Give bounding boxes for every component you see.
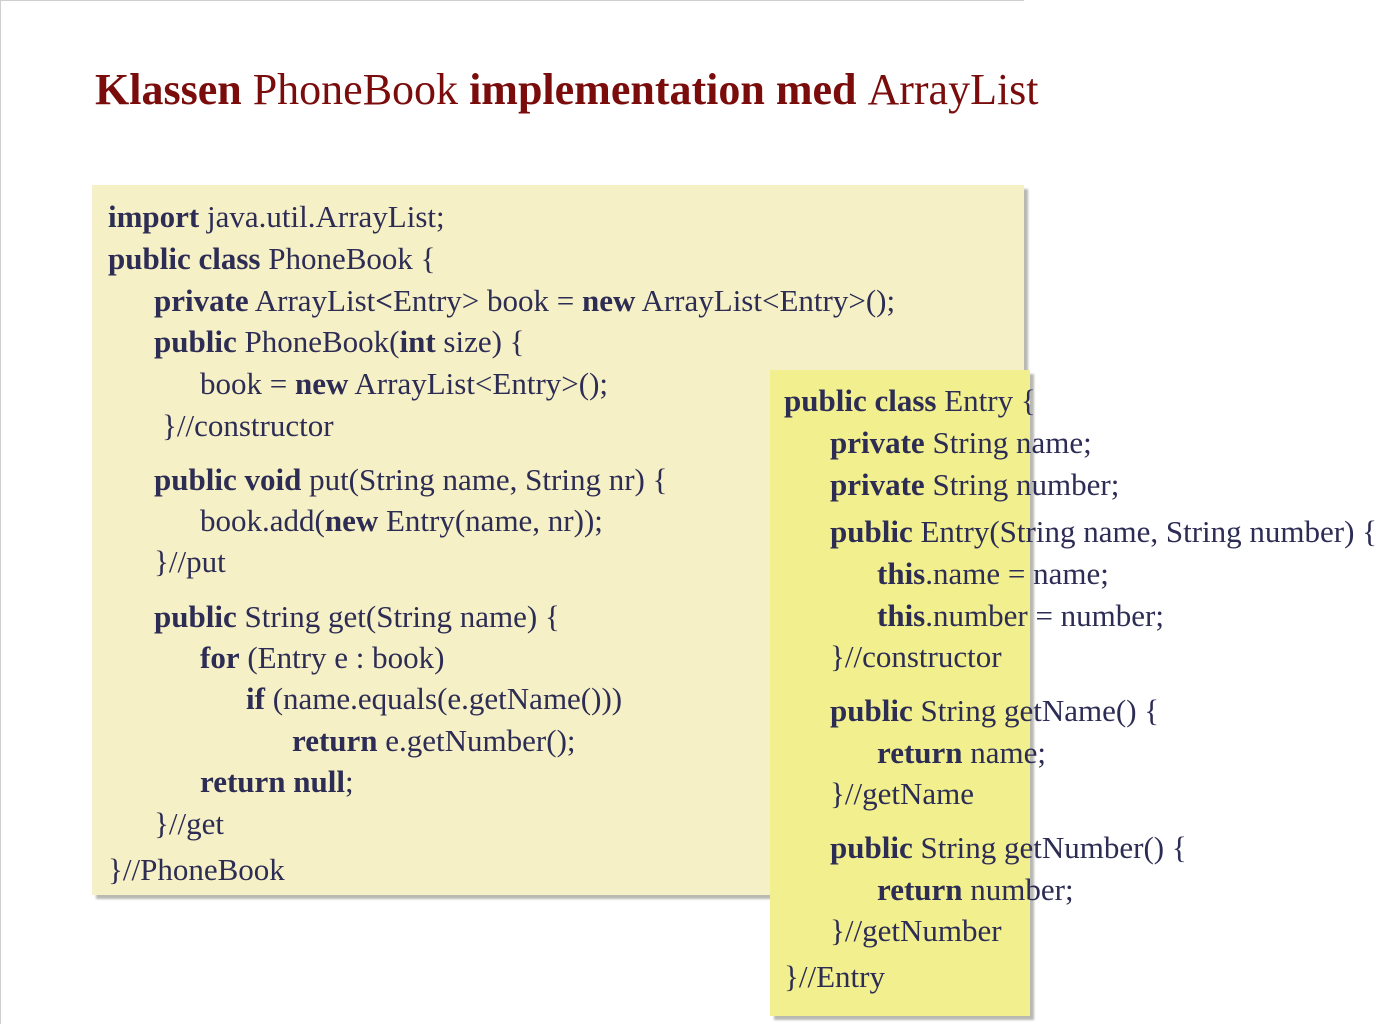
code-text: Entry> book = bbox=[392, 283, 583, 318]
code-text: book = bbox=[200, 366, 295, 401]
slide-title bbox=[95, 64, 1039, 116]
code-keyword: public bbox=[830, 693, 913, 728]
code-keyword: if bbox=[246, 681, 265, 716]
phonebook-code-line bbox=[154, 597, 560, 637]
code-text: (name.equals(e.getName())) bbox=[264, 681, 623, 716]
code-text: }//PhoneBook bbox=[108, 852, 285, 887]
code-keyword: public class bbox=[784, 383, 937, 418]
code-keyword: return bbox=[877, 872, 963, 907]
code-text: Entry { bbox=[936, 383, 1036, 418]
code-keyword: public bbox=[154, 324, 237, 359]
phonebook-code-line bbox=[154, 281, 895, 321]
code-keyword: new bbox=[582, 283, 636, 318]
code-keyword: public void bbox=[154, 462, 302, 497]
entry-code-line bbox=[877, 596, 1164, 636]
code-keyword: return bbox=[292, 723, 378, 758]
code-keyword: import bbox=[108, 199, 200, 234]
entry-code-line bbox=[830, 691, 1159, 731]
entry-code-line bbox=[830, 774, 974, 814]
entry-code-line bbox=[830, 465, 1119, 505]
code-text: String get(String name) { bbox=[236, 599, 560, 634]
phonebook-code-line bbox=[162, 406, 334, 446]
code-text: (Entry e : book) bbox=[239, 640, 445, 675]
code-keyword: for bbox=[200, 640, 240, 675]
code-text: }//constructor bbox=[830, 639, 1002, 674]
phonebook-code-line bbox=[154, 322, 525, 362]
code-text: Entry(String name, String number) { bbox=[912, 514, 1377, 549]
code-keyword: private bbox=[154, 283, 249, 318]
code-keyword: new bbox=[294, 366, 349, 401]
phonebook-code-line bbox=[200, 762, 354, 802]
code-text: }//getName bbox=[830, 776, 974, 811]
title-segment: ArrayList bbox=[867, 65, 1039, 114]
phonebook-code-line bbox=[200, 638, 444, 678]
code-keyword: public bbox=[154, 599, 237, 634]
code-keyword: return bbox=[877, 735, 963, 770]
code-text: ArrayList<Entry>(); bbox=[635, 283, 896, 318]
entry-code-line bbox=[877, 870, 1074, 910]
entry-code-line bbox=[784, 957, 885, 997]
code-keyword: private bbox=[830, 467, 925, 502]
phonebook-code-line bbox=[154, 542, 226, 582]
entry-code-line bbox=[877, 554, 1109, 594]
code-text: }//getNumber bbox=[830, 913, 1002, 948]
entry-code-panel bbox=[770, 370, 1377, 1016]
entry-code-line bbox=[830, 637, 1002, 677]
phonebook-code-line bbox=[108, 850, 285, 890]
code-text: ArrayList<Entry>(); bbox=[348, 366, 609, 401]
code-text: }//put bbox=[154, 544, 226, 579]
phonebook-code-line bbox=[200, 364, 608, 404]
code-text: put(String name, String nr) { bbox=[301, 462, 668, 497]
phonebook-code-line bbox=[108, 197, 445, 237]
code-text: String getName() { bbox=[912, 693, 1160, 728]
phonebook-code-line bbox=[154, 804, 224, 844]
code-text: ArrayList bbox=[248, 283, 376, 318]
code-keyword: int bbox=[399, 324, 436, 359]
entry-code-line bbox=[830, 512, 1377, 552]
title-segment: implementation med bbox=[469, 65, 868, 114]
code-keyword: public bbox=[830, 514, 913, 549]
entry-code-line bbox=[830, 423, 1092, 463]
code-text: String name; bbox=[924, 425, 1092, 460]
phonebook-code-line bbox=[246, 679, 622, 719]
code-keyword: this bbox=[877, 556, 926, 591]
code-keyword: return null bbox=[200, 764, 345, 799]
title-segment: PhoneBook bbox=[252, 65, 470, 114]
code-keyword: public class bbox=[108, 241, 261, 276]
phonebook-code-line bbox=[292, 721, 576, 761]
code-keyword: public bbox=[830, 830, 913, 865]
code-text: }//constructor bbox=[162, 408, 334, 443]
entry-code-line bbox=[830, 911, 1002, 951]
code-keyword: new bbox=[324, 503, 379, 538]
code-text: Entry(name, nr)); bbox=[378, 503, 603, 538]
code-text: PhoneBook { bbox=[260, 241, 436, 276]
entry-code-line bbox=[830, 828, 1187, 868]
code-text: PhoneBook( bbox=[236, 324, 400, 359]
code-text: String getNumber() { bbox=[912, 830, 1187, 865]
code-text: number; bbox=[962, 872, 1074, 907]
entry-code-line bbox=[784, 381, 1036, 421]
entry-code-line bbox=[877, 733, 1046, 773]
phonebook-code-line bbox=[108, 239, 436, 279]
code-text: java.util.ArrayList; bbox=[199, 199, 445, 234]
title-segment: Klassen bbox=[95, 65, 253, 114]
code-text: .number = number; bbox=[925, 598, 1164, 633]
phonebook-code-line bbox=[200, 501, 603, 541]
code-text: }//Entry bbox=[784, 959, 885, 994]
code-text: e.getNumber(); bbox=[377, 723, 576, 758]
phonebook-code-line bbox=[154, 460, 668, 500]
code-keyword: private bbox=[830, 425, 925, 460]
code-text: book.add( bbox=[200, 503, 325, 538]
code-text: }//get bbox=[154, 806, 224, 841]
code-text: size) { bbox=[435, 324, 525, 359]
code-keyword: this bbox=[877, 598, 926, 633]
code-text: ; bbox=[344, 764, 354, 799]
code-text: name; bbox=[962, 735, 1047, 770]
code-keyword: < bbox=[375, 283, 393, 318]
code-text: String number; bbox=[924, 467, 1120, 502]
code-text: .name = name; bbox=[925, 556, 1109, 591]
